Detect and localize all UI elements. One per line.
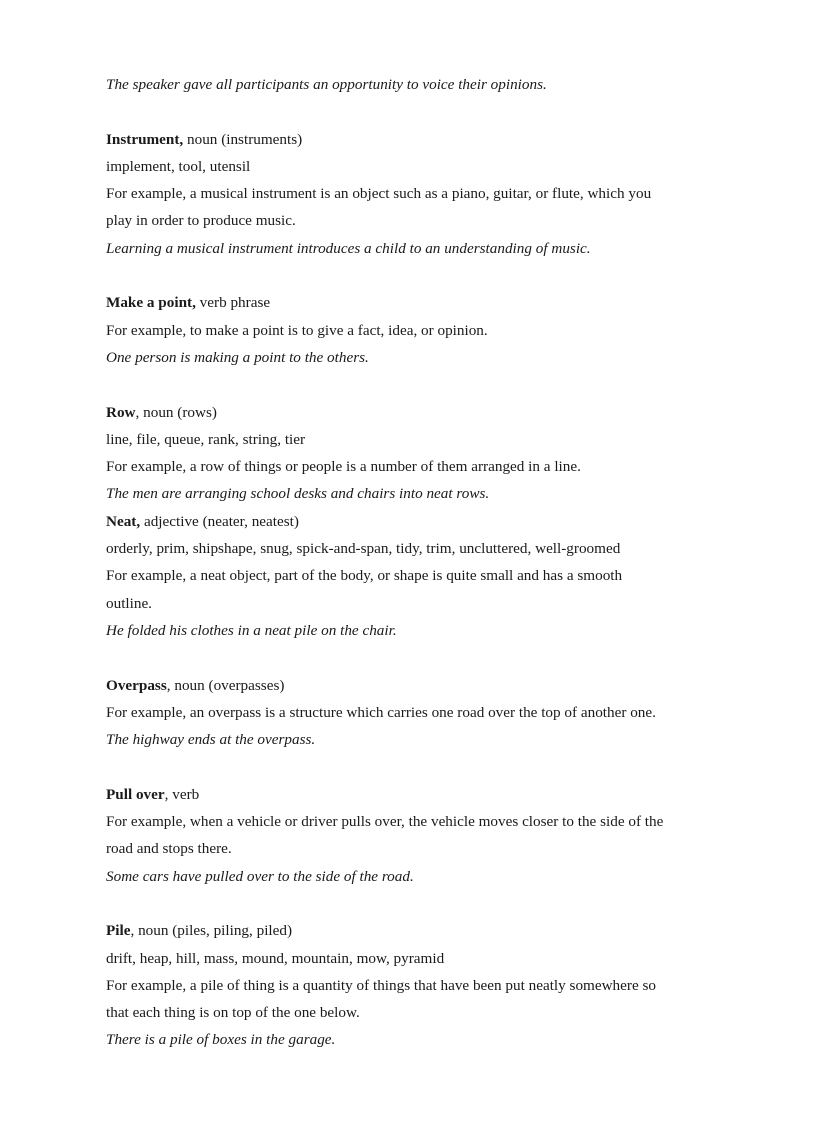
entry-headword-line <box>106 917 726 944</box>
entry-headword-line <box>106 399 726 426</box>
spacer <box>106 890 726 917</box>
definition-line: For example, when a vehicle or driver pulls over, the vehicle moves closer to the side of the <box>106 813 664 831</box>
example-sentence: One person is making a point to the others. <box>106 348 369 366</box>
definition-line: For example, a neat object, part of the body, or shape is quite small and has a smooth <box>106 567 623 585</box>
example-sentence: Learning a musical instrument introduces a child to an understanding of music. <box>106 239 591 257</box>
headword: Neat, <box>106 512 141 530</box>
definition-line: play in order to produce music. <box>106 212 296 230</box>
part-of-speech: , noun (piles, piling, piled) <box>130 922 293 940</box>
spacer <box>106 371 726 398</box>
headword: Instrument, <box>106 130 184 148</box>
spacer <box>106 644 726 671</box>
entry-headword-line <box>106 126 726 153</box>
headword: Overpass <box>106 676 167 694</box>
part-of-speech: adjective (neater, neatest) <box>140 512 299 530</box>
entry-overpass <box>106 672 726 754</box>
entry-make-a-point <box>106 289 726 371</box>
entry-headword-line <box>106 289 726 316</box>
example-sentence: Some cars have pulled over to the side of the road. <box>106 867 414 885</box>
headword: Row <box>106 403 136 421</box>
part-of-speech: , noun (overpasses) <box>166 676 285 694</box>
example-sentence: The highway ends at the overpass. <box>106 731 316 749</box>
headword: Pull over <box>106 785 165 803</box>
spacer <box>106 753 726 780</box>
headword: Pile <box>106 922 131 940</box>
part-of-speech: , noun (rows) <box>135 403 217 421</box>
definition-line: outline. <box>106 594 152 612</box>
definition-line: For example, a musical instrument is an object such as a piano, guitar, or flute, which you <box>106 185 652 203</box>
definition-line: road and stops there. <box>106 840 232 858</box>
document-page <box>106 71 726 1054</box>
definition-line: For example, to make a point is to give a fact, idea, or opinion. <box>106 321 488 339</box>
entry-pile <box>106 917 726 1053</box>
synonyms: drift, heap, hill, mass, mound, mountain, mow, pyramid <box>106 949 445 967</box>
spacer <box>106 262 726 289</box>
synonyms: implement, tool, utensil <box>106 157 251 175</box>
intro-example-sentence: The speaker gave all participants an opportunity to voice their opinions. <box>106 76 547 93</box>
headword: Make a point, <box>106 294 196 312</box>
entry-headword-line <box>106 508 726 535</box>
example-sentence: He folded his clothes in a neat pile on the chair. <box>106 621 397 639</box>
part-of-speech: noun (instruments) <box>183 130 303 148</box>
example-sentence: The men are arranging school desks and chairs into neat rows. <box>106 485 490 503</box>
entry-headword-line <box>106 781 726 808</box>
part-of-speech: , verb <box>164 785 200 803</box>
synonyms: line, file, queue, rank, string, tier <box>106 430 306 448</box>
definition-line: For example, a row of things or people is a number of them arranged in a line. <box>106 458 581 476</box>
spacer <box>106 98 726 125</box>
entry-row <box>106 399 726 508</box>
entry-instrument <box>106 126 726 262</box>
definition-line: For example, a pile of thing is a quantity of things that have been put neatly somewhere so <box>106 976 656 994</box>
example-sentence: There is a pile of boxes in the garage. <box>106 1031 336 1049</box>
part-of-speech: verb phrase <box>195 294 271 312</box>
definition-line: that each thing is on top of the one below. <box>106 1004 360 1022</box>
entry-pull-over <box>106 781 726 890</box>
entry-headword-line <box>106 672 726 699</box>
entry-neat <box>106 508 726 644</box>
synonyms: orderly, prim, shipshape, snug, spick-and-span, tidy, trim, uncluttered, well-groomed <box>106 540 621 558</box>
definition-line: For example, an overpass is a structure which carries one road over the top of another one. <box>106 703 656 721</box>
